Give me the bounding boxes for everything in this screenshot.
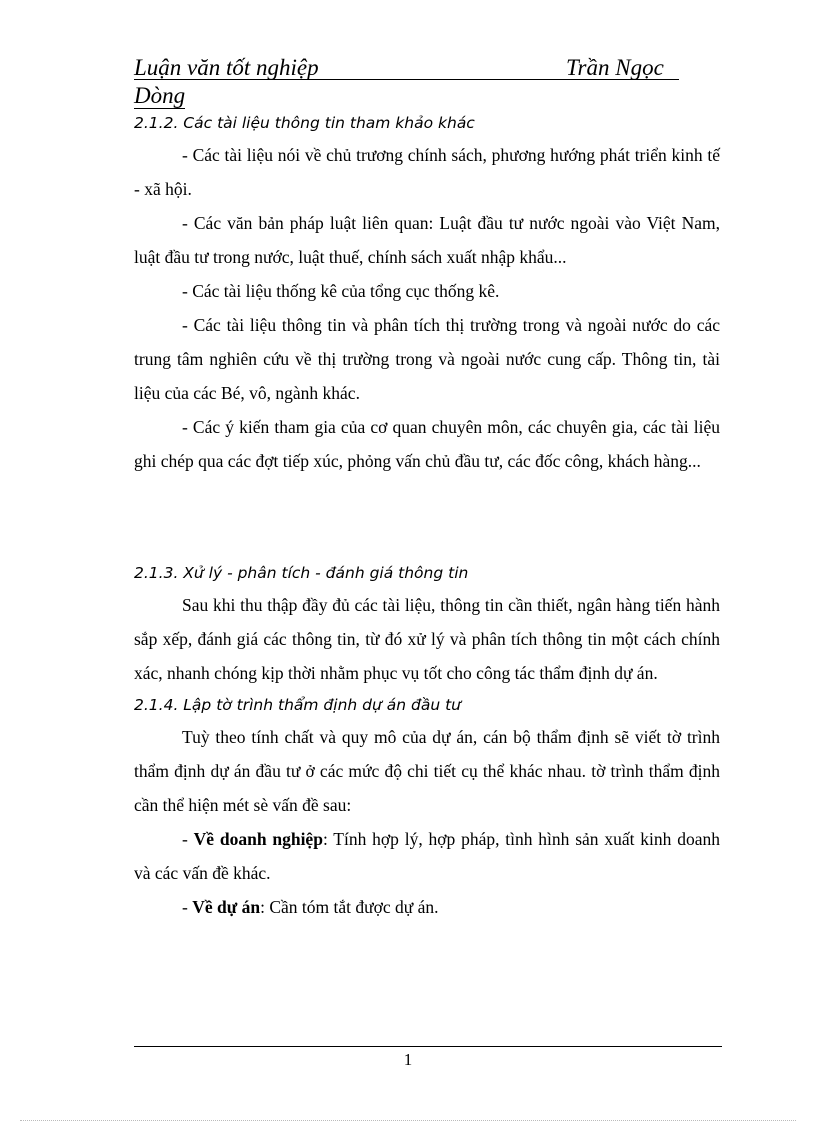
page-header: [134, 54, 679, 110]
paragraph: - Các văn bản pháp luật liên quan: Luật đầu tư nước ngoài vào Việt Nam, luật đầu tư trong nước, luật thuế, chính sách xuất nhập khẩu...: [134, 213, 720, 267]
paragraph: - Các tài liệu nói về chủ trương chính sách, phương hướng phát triển kinh tế - xã hội.: [134, 145, 720, 199]
header-author-name-cont: Dòng: [134, 83, 186, 108]
bold-term: Về dự án: [192, 897, 261, 917]
page-number: 1: [403, 1050, 413, 1069]
section-title: 2.1.4. Lập tờ trình thẩm định dự án đầu tư: [134, 696, 461, 714]
page-bottom-dotted-line: [20, 1120, 796, 1121]
paragraph-rest: : Tính hợp lý, hợp pháp, tình hình sản xuất kinh doanh và các vấn đề khác.: [134, 829, 720, 883]
spacer: [134, 478, 720, 558]
section-title: 2.1.3. Xử lý - phân tích - đánh giá thông tin: [134, 564, 469, 582]
paragraph: Tuỳ theo tính chất và quy mô của dự án, cán bộ thẩm định sẽ viết tờ trình thẩm định dự án đầu tư ở các mức độ chi tiết cụ thể khác nhau. tờ trình thẩm định cần thể hiện mét sè vấn đề sau:: [134, 727, 720, 815]
header-author-name: Trần Ngọc: [566, 55, 664, 80]
header-line-2: [134, 82, 679, 110]
list-dash: -: [182, 897, 193, 917]
footer-rule: [134, 1046, 722, 1047]
document-body: [134, 108, 720, 924]
section-title: 2.1.2. Các tài liệu thông tin tham khảo khác: [134, 114, 475, 132]
header-thesis-label: Luận văn tốt nghiệp: [134, 55, 319, 80]
paragraph: - Các tài liệu thống kê của tổng cục thống kê.: [182, 281, 500, 301]
list-dash: -: [182, 829, 194, 849]
header-line-1: [134, 54, 679, 82]
paragraph: - Các tài liệu thông tin và phân tích thị trường trong và ngoài nước do các trung tâm nghiên cứu về thị trường trong và ngoài nước cung cấp. Thông tin, tài liệu của các Bé, vô, ngành khác.: [134, 315, 720, 403]
paragraph: Sau khi thu thập đầy đủ các tài liệu, thông tin cần thiết, ngân hàng tiến hành sắp xếp, đánh giá các thông tin, từ đó xử lý và phân tích thông tin một cách chính xác, nhanh chóng kịp thời nhằm phục vụ tốt cho công tác thẩm định dự án.: [134, 595, 720, 683]
paragraph-project: [134, 890, 720, 924]
paragraph-enterprise: [134, 822, 720, 890]
paragraph: - Các ý kiến tham gia của cơ quan chuyên môn, các chuyên gia, các tài liệu ghi chép qua các đợt tiếp xúc, phỏng vấn chủ đầu tư, các đốc công, khách hàng...: [134, 417, 720, 471]
header-rule: [134, 79, 679, 80]
paragraph-rest: : Cần tóm tắt được dự án.: [260, 897, 439, 917]
bold-term: Về doanh nghiệp: [193, 829, 323, 849]
